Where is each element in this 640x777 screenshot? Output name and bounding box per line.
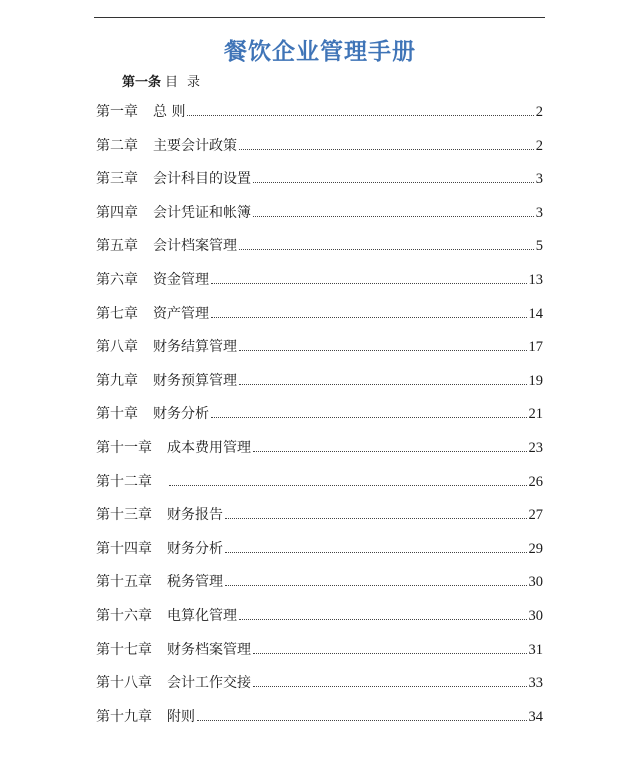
toc-title: 会计工作交接 (167, 675, 251, 692)
toc-entry-9[interactable] (96, 370, 543, 404)
toc-entry-1[interactable] (96, 101, 543, 135)
toc-chapter: 第十七章 (96, 641, 152, 658)
toc-title: 财务预算管理 (153, 372, 237, 389)
toc-leader-dots (211, 282, 527, 284)
toc-title: 总 则 (153, 104, 186, 120)
toc-entry-18[interactable] (96, 672, 543, 706)
toc-chapter: 第一章 (96, 104, 138, 120)
toc-title: 财务分析 (167, 540, 223, 557)
toc-leader-dots (253, 215, 534, 217)
toc-chapter: 第十九章 (96, 708, 152, 725)
toc-page-number: 2 (535, 137, 543, 154)
toc-title: 附则 (167, 708, 195, 725)
toc-entry-8[interactable] (96, 336, 543, 370)
toc-leader-dots (253, 652, 527, 654)
toc-page-number: 2 (535, 104, 543, 120)
document-title: 餐饮企业管理手册 (224, 39, 416, 65)
toc-chapter: 第十五章 (96, 574, 152, 591)
toc-title: 财务分析 (153, 406, 209, 423)
toc-chapter: 第五章 (96, 238, 138, 255)
toc-chapter: 第三章 (96, 171, 138, 188)
toc-chapter: 第十一章 (96, 439, 152, 456)
toc-chapter: 第四章 (96, 204, 138, 221)
toc-page-number: 26 (528, 473, 543, 490)
toc-leader-dots (225, 517, 527, 519)
toc-page-number: 31 (528, 641, 543, 658)
toc-title: 财务结算管理 (153, 339, 237, 356)
toc-entry-17[interactable] (96, 639, 543, 673)
table-of-contents (96, 101, 543, 739)
toc-entry-19[interactable] (96, 706, 543, 740)
toc-leader-dots (239, 148, 534, 150)
toc-heading (122, 74, 209, 92)
toc-page-number: 3 (535, 171, 543, 188)
toc-entry-10[interactable] (96, 403, 543, 437)
toc-chapter: 第十八章 (96, 675, 152, 692)
toc-chapter: 第七章 (96, 305, 138, 322)
toc-entry-11[interactable] (96, 437, 543, 471)
toc-title: 资产管理 (153, 305, 209, 322)
toc-chapter: 第九章 (96, 372, 138, 389)
toc-title: 税务管理 (167, 574, 223, 591)
toc-chapter: 第十六章 (96, 607, 152, 624)
toc-title: 电算化管理 (167, 607, 237, 624)
toc-chapter: 第八章 (96, 339, 138, 356)
toc-chapter: 第十二章 (96, 473, 152, 490)
toc-page-number: 21 (528, 406, 543, 423)
toc-entry-15[interactable] (96, 571, 543, 605)
toc-leader-dots (253, 450, 527, 452)
toc-title: 财务档案管理 (167, 641, 251, 658)
toc-page-number: 5 (535, 238, 543, 255)
toc-leader-dots (225, 551, 527, 553)
toc-page-number: 14 (528, 305, 543, 322)
toc-entry-6[interactable] (96, 269, 543, 303)
toc-chapter: 第六章 (96, 271, 138, 288)
toc-entry-16[interactable] (96, 605, 543, 639)
toc-heading-label: 目录 (165, 75, 210, 90)
toc-leader-dots (239, 349, 527, 351)
toc-entry-4[interactable] (96, 202, 543, 236)
toc-page-number: 29 (528, 540, 543, 557)
toc-leader-dots (253, 181, 534, 183)
toc-page-number: 33 (528, 675, 543, 692)
toc-leader-dots (169, 484, 527, 486)
toc-title: 主要会计政策 (153, 137, 237, 154)
toc-entry-7[interactable] (96, 303, 543, 337)
toc-leader-dots (239, 248, 534, 250)
toc-chapter: 第十章 (96, 406, 138, 423)
toc-entry-14[interactable] (96, 538, 543, 572)
toc-leader-dots (239, 383, 527, 385)
toc-entry-12[interactable] (96, 471, 543, 505)
toc-leader-dots (187, 114, 533, 116)
toc-entry-13[interactable] (96, 504, 543, 538)
toc-title: 成本费用管理 (167, 439, 251, 456)
toc-leader-dots (197, 719, 527, 721)
toc-page-number: 3 (535, 204, 543, 221)
toc-page-number: 13 (528, 271, 543, 288)
toc-leader-dots (211, 316, 527, 318)
toc-page-number: 30 (528, 574, 543, 591)
toc-page-number: 19 (528, 372, 543, 389)
toc-title: 资金管理 (153, 271, 209, 288)
toc-leader-dots (253, 685, 527, 687)
toc-entry-2[interactable] (96, 135, 543, 169)
toc-page-number: 34 (528, 708, 543, 725)
toc-leader-dots (211, 416, 527, 418)
toc-page-number: 23 (528, 439, 543, 456)
toc-heading-article: 第一条 (122, 75, 162, 90)
toc-page-number: 27 (528, 507, 543, 524)
toc-chapter: 第二章 (96, 137, 138, 154)
toc-title: 会计科目的设置 (153, 171, 251, 188)
toc-leader-dots (225, 584, 527, 586)
toc-title: 财务报告 (167, 507, 223, 524)
toc-entry-3[interactable] (96, 168, 543, 202)
toc-title: 会计凭证和帐簿 (153, 204, 251, 221)
toc-entry-5[interactable] (96, 235, 543, 269)
toc-leader-dots (239, 618, 527, 620)
toc-page-number: 30 (528, 607, 543, 624)
toc-chapter: 第十四章 (96, 540, 152, 557)
toc-title: 会计档案管理 (153, 238, 237, 255)
header-rule (94, 17, 545, 18)
toc-page-number: 17 (528, 339, 543, 356)
toc-chapter: 第十三章 (96, 507, 152, 524)
